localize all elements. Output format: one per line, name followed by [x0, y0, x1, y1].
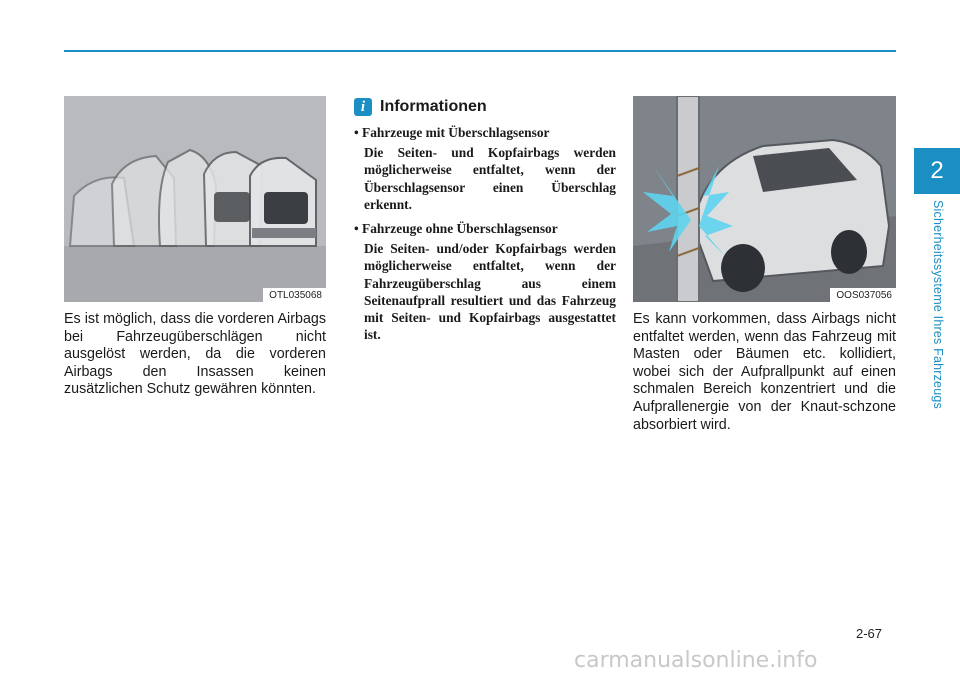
info-item-body: Die Seiten- und/oder Kopfairbags werden möglicherweise entfaltet, wenn der Fahrzeugüberschlag aus einem Seitenaufprall resultiert und das Fahrzeug mit Seiten- und Kopfairbags ausgestattet ist. [364, 241, 616, 343]
info-item [354, 220, 616, 343]
chapter-number: 2 [930, 157, 944, 184]
chapter-tab [914, 148, 960, 194]
page-number: 2-67 [856, 626, 883, 641]
right-paragraph: Es kann vorkommen, dass Airbags nicht entfaltet werden, wenn das Fahrzeug mit Masten oder Bäumen etc. kollidiert, wobei sich der Aufprallpunkt auf einen schmalen Bereich konzentriert und die Aufprallenergie von der Knaut-schzone absorbiert wird. [633, 311, 896, 433]
info-item-label: • Fahrzeuge ohne Überschlagsensor [354, 221, 558, 237]
chapter-title: Sicherheitssysteme Ihres Fahrzeugs [931, 200, 945, 409]
info-item-body: Die Seiten- und Kopfairbags werden möglicherweise entfaltet, wenn der Überschlagsensor einen Überschlag erkennt. [364, 145, 616, 212]
left-paragraph: Es ist möglich, dass die vorderen Airbags bei Fahrzeugüberschlägen nicht ausgelöst werden, da die vorderen Airbags den Insassen keinen zusätzlichen Schutz gewähren könnten. [64, 311, 326, 398]
top-rule [64, 50, 896, 52]
info-item [354, 124, 616, 213]
information-box [354, 96, 616, 350]
pole-impact-illustration [633, 96, 896, 302]
info-item-label: • Fahrzeuge mit Überschlagsensor [354, 125, 550, 140]
info-icon: i [354, 98, 372, 116]
pole-impact-icon [633, 96, 896, 302]
rollover-illustration [64, 96, 326, 302]
information-header [354, 96, 616, 118]
image-code: OTL035068 [263, 288, 326, 302]
rollover-car-icon [64, 96, 326, 302]
chapter-title-vertical [931, 200, 960, 460]
watermark: carmanualsonline.info [574, 648, 818, 673]
image-code: OOS037056 [830, 288, 896, 302]
information-title: Informationen [380, 98, 487, 115]
